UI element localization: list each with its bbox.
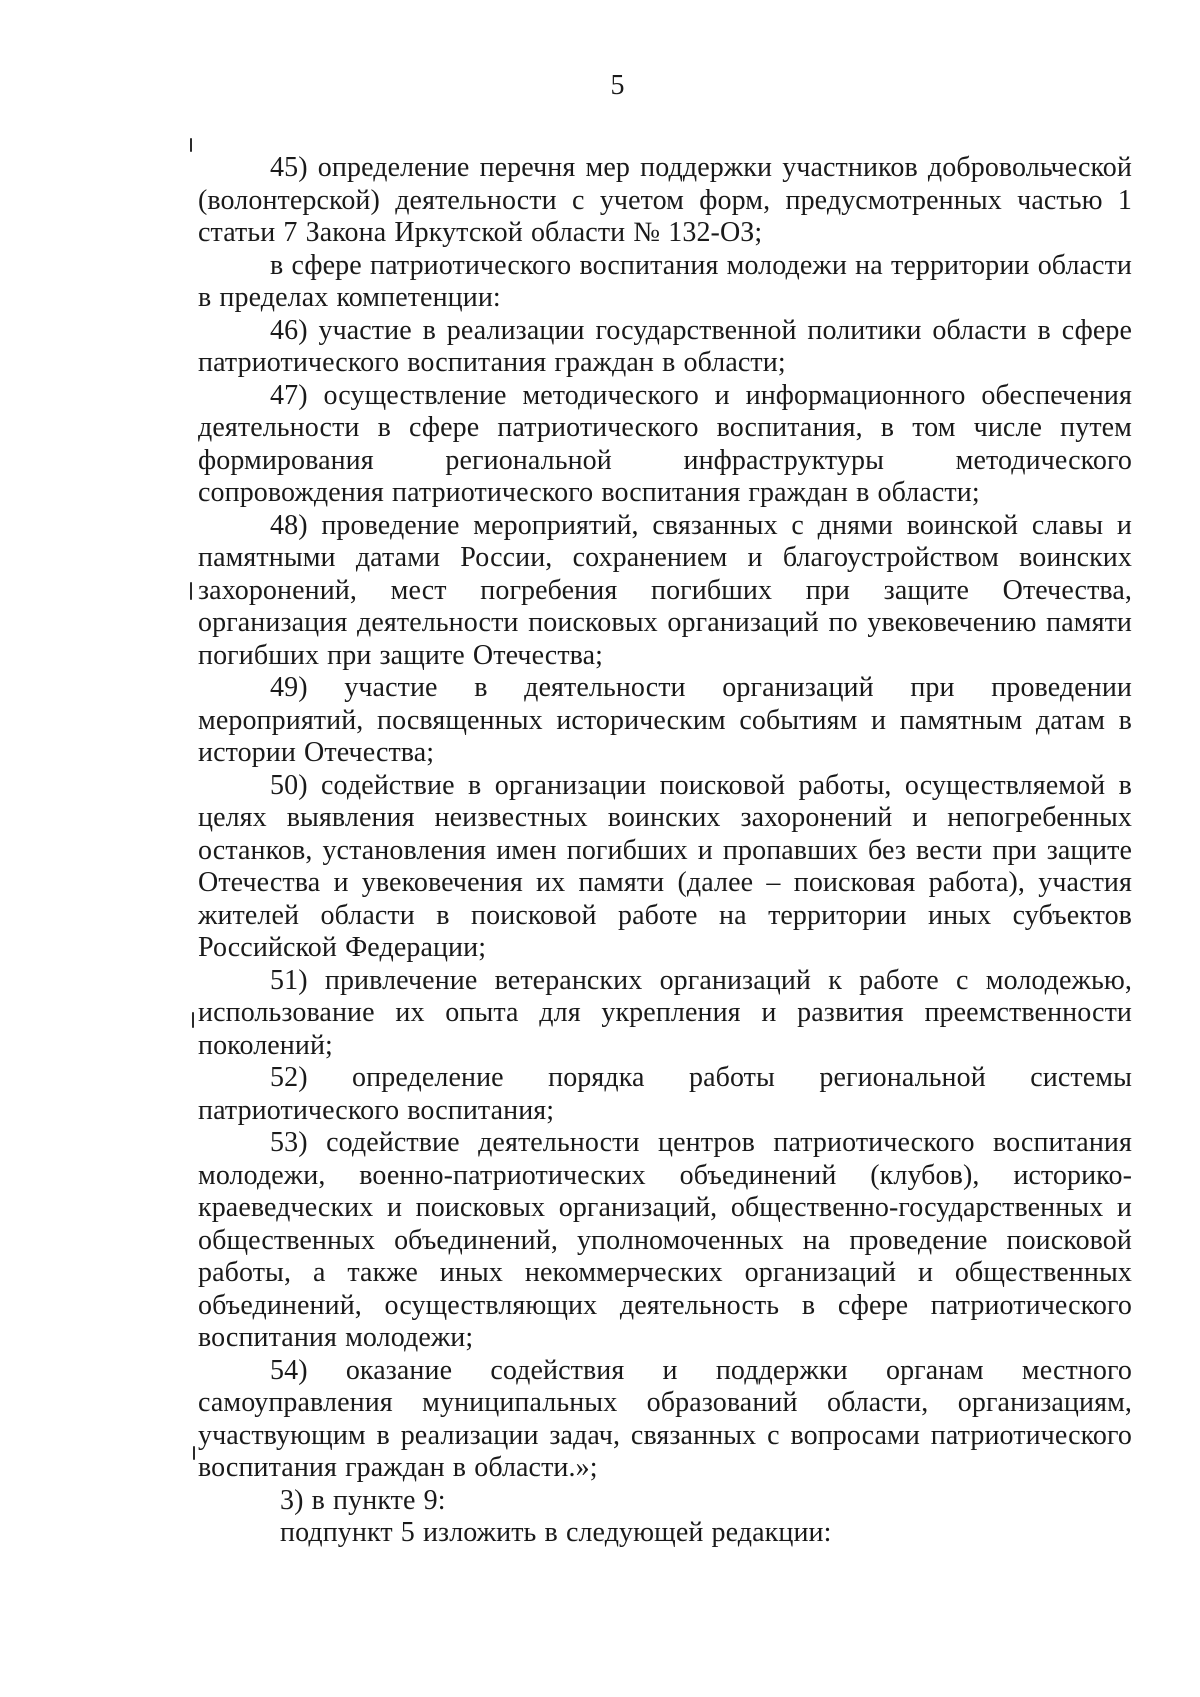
margin-mark xyxy=(193,1446,195,1460)
paragraph-point-9: 3) в пункте 9: xyxy=(280,1484,446,1516)
paragraph-item-45: 45) определение перечня мер поддержки участников добровольческой (волонтерской) деятельности с учетом форм, предусмотренных частью 1 статьи 7 Закона Иркутской области № 132-ОЗ; xyxy=(198,152,1132,248)
margin-mark xyxy=(190,582,192,600)
paragraph-item-49: 49) участие в деятельности организаций при проведении мероприятий, посвященных историческим событиям и памятным датам в истории Отечества; xyxy=(198,672,1132,768)
margin-mark xyxy=(190,138,192,152)
paragraph-item-48: 48) проведение мероприятий, связанных с днями воинской славы и памятными датами России, сохранением и благоустройством воинских захоронений, мест погребения погибших при защите Отечества, организация деятельности поисковых организаций по увековечению памяти погибших при защите Отечества; xyxy=(198,509,1132,671)
paragraph-item-46: 46) участие в реализации государственной политики области в сфере патриотического воспитания граждан в области; xyxy=(198,314,1132,378)
paragraph-item-50: 50) содействие в организации поисковой работы, осуществляемой в целях выявления неизвестных воинских захоронений и непогребенных останков, установления имен погибших и пропавших без вести при защите Отечества и увековечения их памяти (далее – поисковая работа), участия жителей области в поисковой работе на территории иных субъектов Российской Федерации; xyxy=(198,769,1132,963)
paragraph-subpoint-5: подпункт 5 изложить в следующей редакции: xyxy=(280,1517,832,1548)
paragraph-item-52: 52) определение порядка работы региональной системы патриотического воспитания; xyxy=(198,1062,1132,1126)
paragraph-item-51: 51) привлечение ветеранских организаций к работе с молодежью, использование их опыта для укрепления и развития преемственности поколений; xyxy=(198,964,1132,1061)
paragraph-item-47: 47) осуществление методического и информационного обеспечения деятельности в сфере патриотического воспитания, в том числе путем формирования региональной инфраструктуры методического сопровождения патриотического воспитания граждан в области; xyxy=(198,379,1132,508)
paragraph-patriotic-section: в сфере патриотического воспитания молодежи на территории области в пределах компетенции: xyxy=(198,249,1132,313)
paragraph-item-53: 53) содействие деятельности центров патриотического воспитания молодежи, военно-патриотических объединений (клубов), историко-краеведческих и поисковых организаций, общественно-государственных и общественных объединений, уполномоченных на проведение поисковой работы, а также иных некоммерческих организаций и общественных объединений, осуществляющих деятельность в сфере патриотического воспитания молодежи; xyxy=(198,1127,1132,1353)
margin-mark xyxy=(192,1012,194,1028)
document-body xyxy=(198,152,1132,1550)
paragraph-item-54: 54) оказание содействия и поддержки органам местного самоуправления муниципальных образований области, организациям, участвующим в реализации задач, связанных с вопросами патриотического воспитания граждан в области.»; xyxy=(198,1354,1132,1483)
page-number: 5 xyxy=(610,70,625,101)
